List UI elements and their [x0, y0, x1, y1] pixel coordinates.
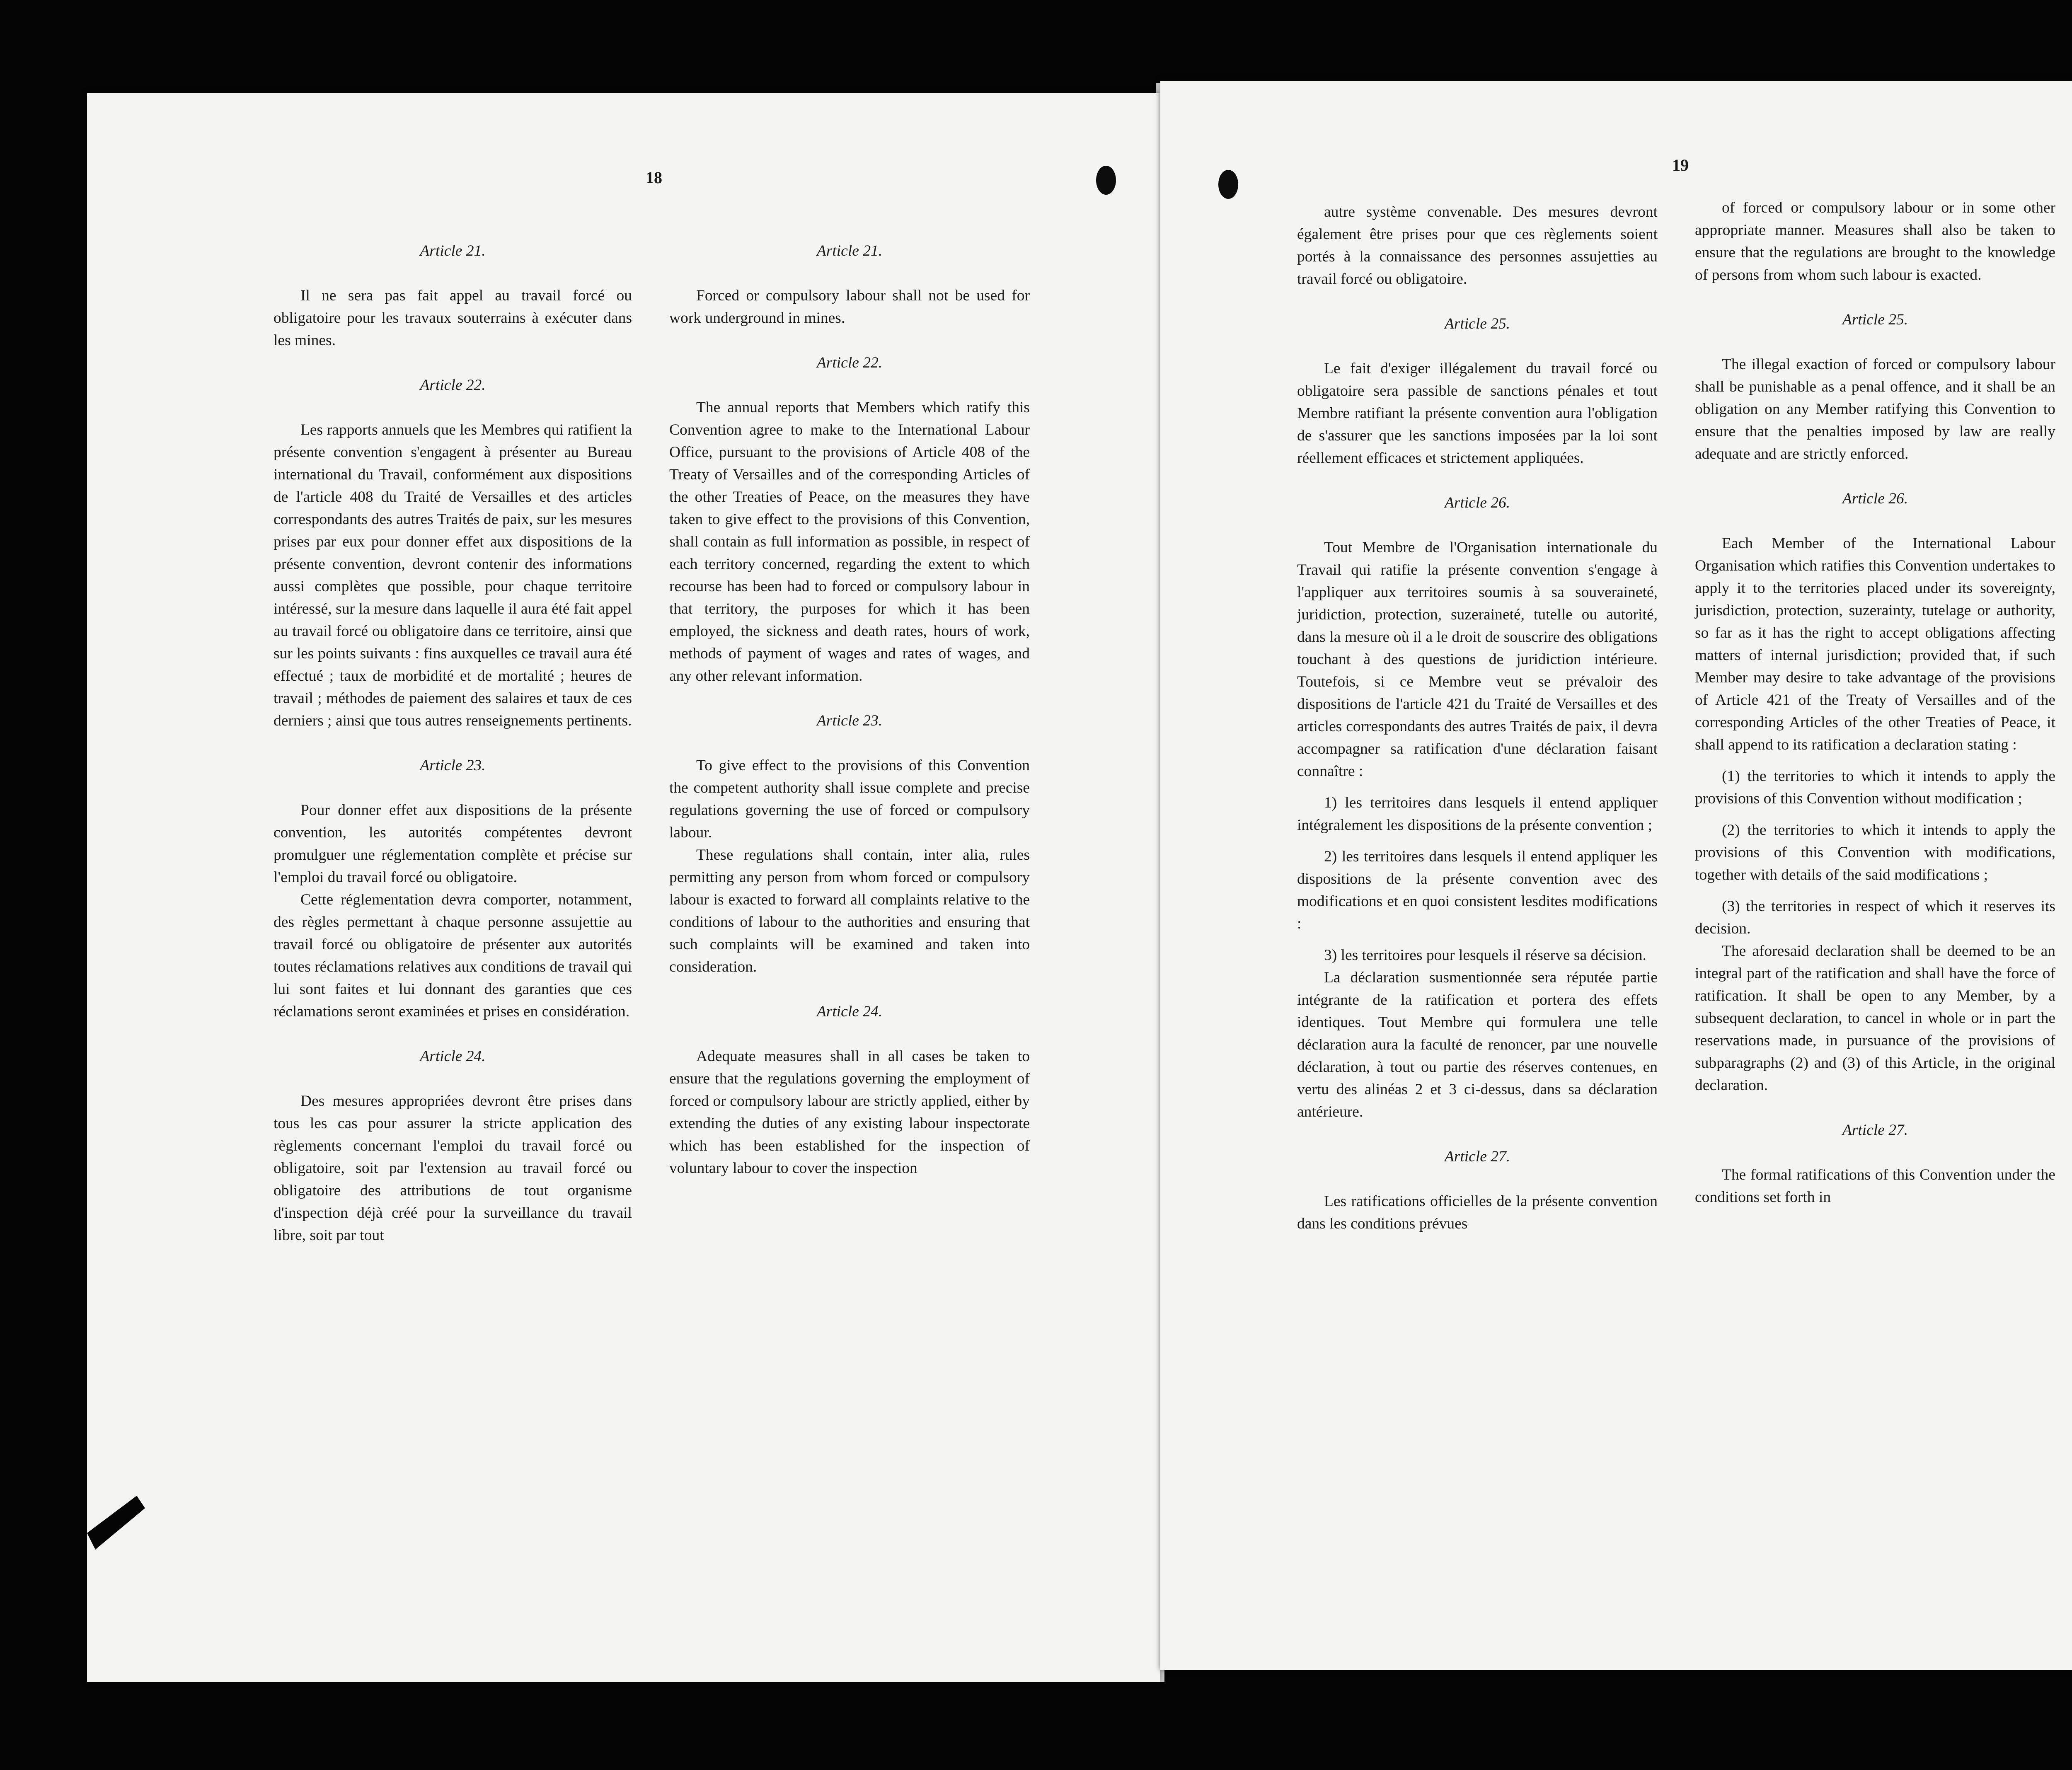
article-heading: Article 26. — [1842, 490, 1908, 507]
article-paragraph: Il ne sera pas fait appel au travail forcé ou obligatoire pour les travaux souterrains à exécuter dans les mines. — [274, 287, 632, 349]
article-paragraph: Each Member of the International Labour Organisation which ratifies this Convention undertakes to apply it to the territories placed under its sovereignty, jurisdiction, protection, suzerainty, tutelage or authority, so far as it has the right to accept obligations affecting matters of internal jurisdiction; provided that, if such Member may desire to take advantage of the provisions of Article 421 of the Treaty of Versailles and of the corresponding Articles of the other Treaties of Peace, it shall append to its ratification a declaration stating : — [1695, 535, 2055, 753]
article-heading: Article 25. — [1444, 315, 1510, 332]
page-number: 19 — [1672, 156, 1689, 174]
article-paragraph: (2) the territories to which it intends to apply the provisions of this Convention with modifications, together with details of the said modifications ; — [1695, 822, 2055, 883]
article-heading: Article 25. — [1842, 311, 1908, 328]
article-paragraph: Cette réglementation devra comporter, notamment, des règles permettant à chaque personne assujettie au travail forcé ou obligatoire de présenter aux autorités toutes réclamations relatives aux conditions de travail qui lui sont faites et lui donnant des garanties que ces réclamations seront examinées et prises en considération. — [274, 891, 632, 1020]
article-heading: Article 22. — [816, 354, 883, 371]
article-paragraph: Forced or compulsory labour shall not be used for work underground in mines. — [669, 287, 1030, 326]
article-heading: Article 22. — [420, 377, 486, 394]
article-paragraph: autre système convenable. Des mesures devront également être prises pour que ces règlements soient portés à la connaissance des personnes assujetties au travail forcé ou obligatoire. — [1297, 203, 1658, 288]
page-number: 18 — [646, 168, 662, 187]
article-paragraph: Les rapports annuels que les Membres qui ratifient la présente convention s'engagent à présenter au Bureau international du Travail, conformément aux dispositions de l'article 408 du Traité de Versailles et des articles correspondants des autres Traités de paix, sur les mesures prises par eux pour donner effet aux dispositions de la présente convention, devront contenir des informations aussi complètes que possible, pour chaque territoire intéressé, sur la mesure dans laquelle il aura été fait appel au travail forcé ou obligatoire dans ce territoire, ainsi que sur les points suivants : fins auxquelles ce travail aura été effectué ; taux de morbidité et de mortalité ; heures de travail ; méthodes de paiement des salaires et taux de ces derniers ; ainsi que tous autres renseignements pertinents. — [274, 421, 632, 729]
article-paragraph: The annual reports that Members which ratify this Convention agree to make to the International Labour Office, pursuant to the provisions of Article 408 of the Treaty of Versailles and of the corresponding Articles of the other Treaties of Peace, on the measures they have taken to give effect to the provisions of this Convention, shall contain as full information as possible, in respect of each territory concerned, regarding the extent to which recourse has been had to forced or compulsory labour in that territory, the purposes for which it has been employed, the sickness and death rates, hours of work, methods of payment of wages and rates of wages, and any other relevant information. — [669, 399, 1030, 684]
article-paragraph: Des mesures appropriées devront être prises dans tous les cas pour assurer la stricte application des règlements concernant l'emploi du travail forcé ou obligatoire, soit par l'extension au travail forcé ou obligatoire des attributions de tout organisme d'inspection déjà créé pour la surveillance du travail libre, soit par tout — [274, 1093, 632, 1244]
article-heading: Article 26. — [1444, 494, 1510, 511]
article-paragraph: The illegal exaction of forced or compulsory labour shall be punishable as a penal offence, and it shall be an obligation on any Member ratifying this Convention to ensure that the penalties imposed by law are really adequate and are strictly enforced. — [1695, 356, 2055, 462]
article-heading: Article 23. — [816, 712, 883, 729]
article-paragraph: 1) les territoires dans lesquels il entend appliquer intégralement les dispositions de la présente convention ; — [1297, 794, 1658, 834]
article-heading: Article 27. — [1842, 1122, 1908, 1139]
article-paragraph: La déclaration susmentionnée sera réputée partie intégrante de la ratification et portera des effets identiques. Tout Membre qui formulera une telle déclaration aura la faculté de renoncer, par une nouvelle déclaration, à tout ou partie des réserves contenues, en vertu des alinéas 2 et 3 ci-dessus, dans sa déclaration antérieure. — [1297, 969, 1658, 1120]
article-paragraph: Pour donner effet aux dispositions de la présente convention, les autorités compétentes devront promulguer une réglementation complète et précise sur l'emploi du travail forcé ou obligatoire. — [274, 802, 632, 886]
article-heading: Article 27. — [1444, 1148, 1510, 1165]
article-paragraph: The aforesaid declaration shall be deemed to be an integral part of the ratification and shall have the force of ratification. It shall be open to any Member, by a subsequent declaration, to cancel in whole or in part the reservations made, in pursuance of the provisions of subparagraphs (2) and (3) of this Article, in the original declaration. — [1695, 943, 2055, 1094]
article-paragraph: Les ratifications officielles de la présente convention dans les conditions prévues — [1297, 1193, 1658, 1232]
article-paragraph: 2) les territoires dans lesquels il entend appliquer les dispositions de la présente convention avec des modifications et en quoi consistent lesdites modifications : — [1297, 848, 1658, 932]
article-paragraph: 3) les territoires pour lesquels il réserve sa décision. — [1324, 947, 1646, 964]
article-paragraph: These regulations shall contain, inter alia, rules permitting any person from whom forced or compulsory labour is exacted to forward all complaints relative to the conditions of labour to the authorities and ensuring that such complaints will be examined and taken into consideration. — [669, 846, 1030, 975]
article-heading: Article 24. — [816, 1003, 883, 1020]
article-paragraph: Adequate measures shall in all cases be taken to ensure that the regulations governing the employment of forced or compulsory labour are strictly applied, either by extending the duties of any existing labour inspectorate which has been established for the inspection of voluntary labour to cover the inspection — [669, 1048, 1030, 1177]
article-paragraph: Le fait d'exiger illégalement du travail forcé ou obligatoire sera passible de sanctions pénales et tout Membre ratifiant la présente convention aura l'obligation de s'assurer que les sanctions imposées par la loi sont réellement efficaces et strictement appliquées. — [1297, 360, 1658, 467]
article-heading: Article 21. — [420, 242, 486, 259]
article-paragraph: (3) the territories in respect of which it reserves its decision. — [1695, 898, 2055, 937]
article-heading: Article 24. — [420, 1048, 486, 1065]
article-paragraph: (1) the territories to which it intends to apply the provisions of this Convention without modification ; — [1695, 768, 2055, 807]
article-paragraph: The formal ratifications of this Convention under the conditions set forth in — [1695, 1166, 2055, 1206]
article-paragraph: To give effect to the provisions of this Convention the competent authority shall issue complete and precise regulations governing the use of forced or compulsory labour. — [669, 757, 1030, 841]
article-heading: Article 23. — [420, 757, 486, 774]
article-paragraph: of forced or compulsory labour or in some other appropriate manner. Measures shall also be taken to ensure that the regulations are brought to the knowledge of persons from whom such labour is exacted. — [1695, 199, 2055, 283]
article-heading: Article 21. — [816, 242, 883, 259]
article-paragraph: Tout Membre de l'Organisation internationale du Travail qui ratifie la présente convention s'engage à l'appliquer aux territoires soumis à sa souveraineté, juridiction, protection, suzeraineté, tutelle ou autorité, dans la mesure où il a le droit de souscrire des obligations touchant à des questions de juridiction intérieure. Toutefois, si ce Membre veut se prévaloir des dispositions de l'article 421 du Traité de Versailles et des articles correspondants des autres Traités de paix, il devra accompagner sa ratification d'une déclaration faisant connaître : — [1297, 539, 1658, 780]
